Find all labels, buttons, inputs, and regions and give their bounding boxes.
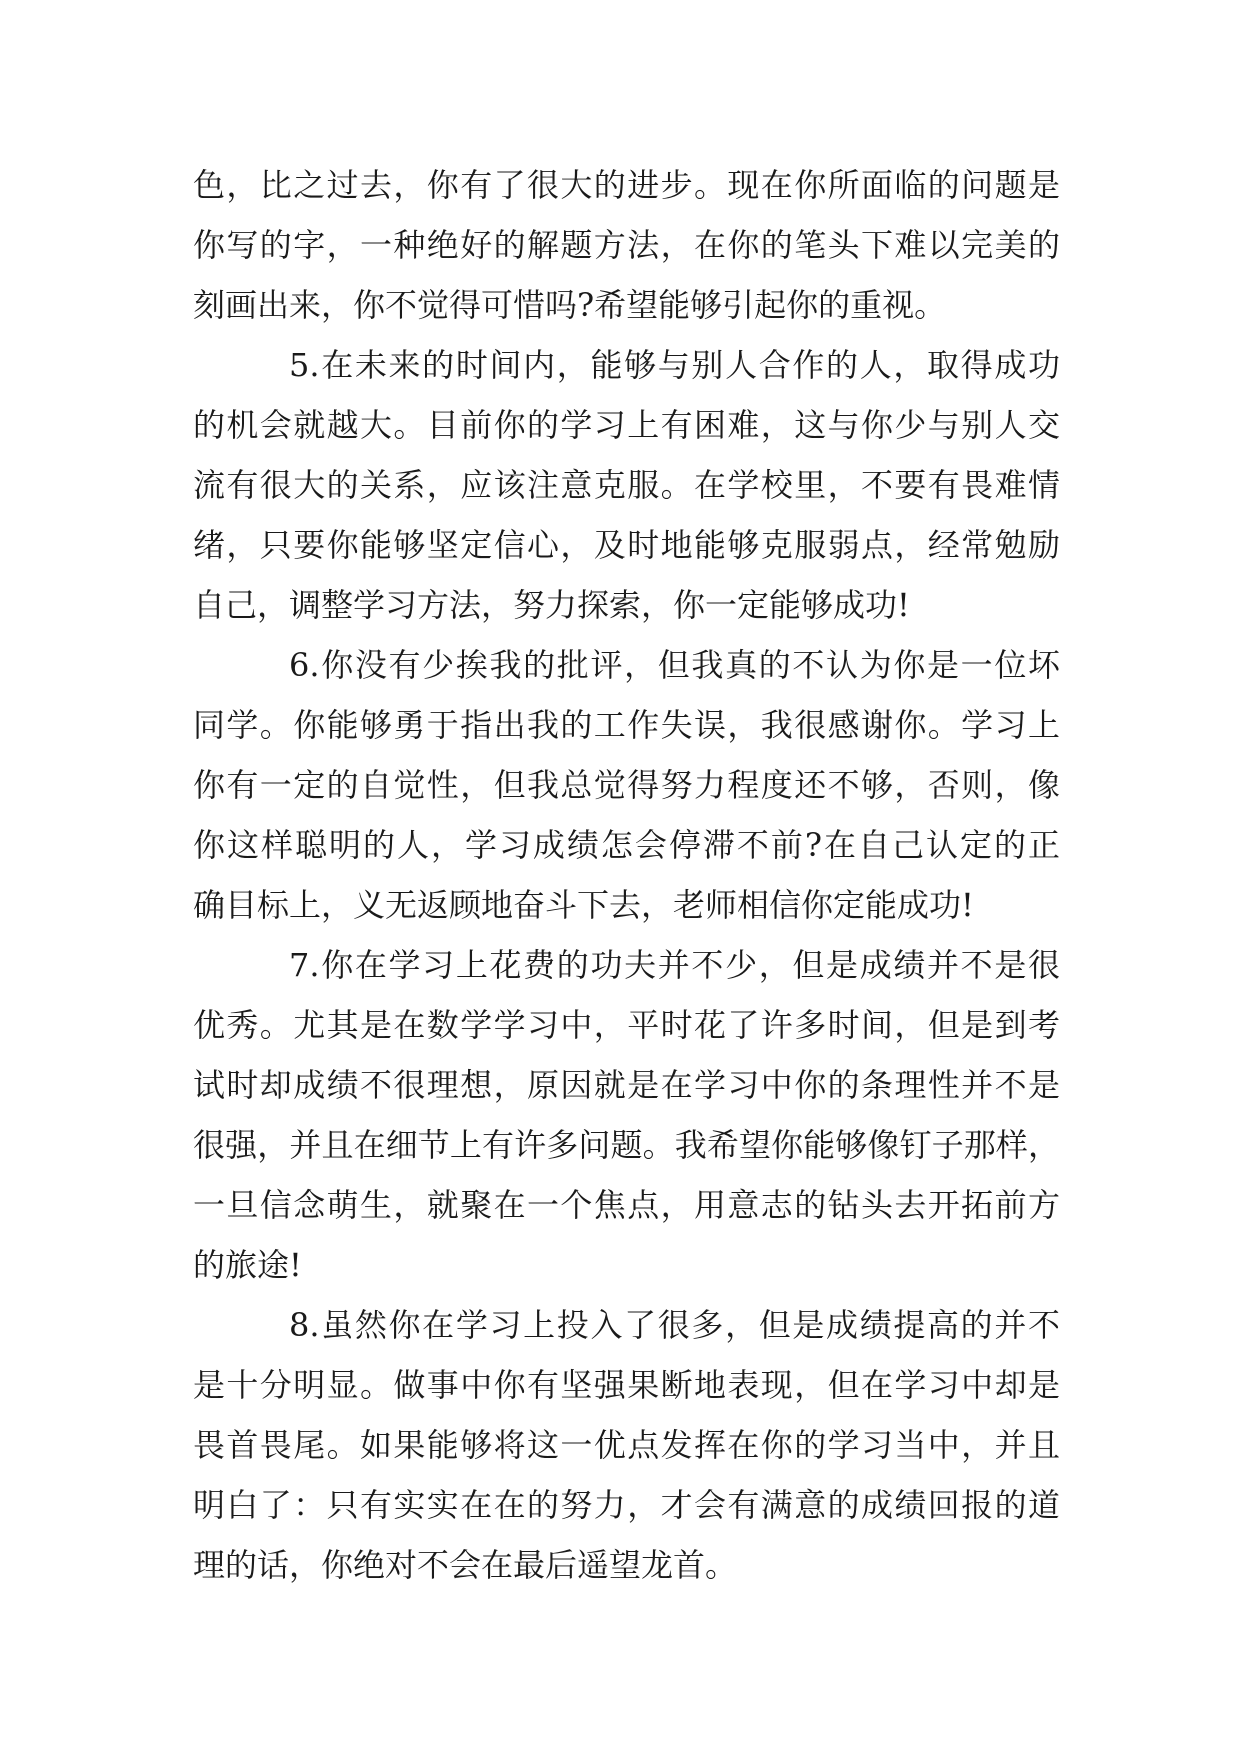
text-line: 你这样聪明的人，学习成绩怎会停滞不前?在自己认定的正: [193, 826, 1060, 864]
text-line: 明白了：只有实实在在的努力，才会有满意的成绩回报的道: [193, 1486, 1060, 1524]
text-line: 确目标上，义无返顾地奋斗下去，老师相信你定能成功!: [193, 886, 974, 924]
paragraph-p5: [193, 335, 1060, 635]
text-line: 的旅途!: [193, 1246, 302, 1284]
text-line: 同学。你能够勇于指出我的工作失误，我很感谢你。学习上: [193, 706, 1060, 744]
document-body: [193, 155, 1060, 1595]
text-line: 一旦信念萌生，就聚在一个焦点，用意志的钻头去开拓前方: [193, 1186, 1060, 1224]
text-line: 试时却成绩不很理想，原因就是在学习中你的条理性并不是: [193, 1066, 1060, 1104]
paragraph-p6: [193, 635, 1060, 935]
text-line: 理的话，你绝对不会在最后遥望龙首。: [193, 1546, 738, 1584]
text-line: 的机会就越大。目前你的学习上有困难，这与你少与别人交: [193, 406, 1060, 444]
text-line: 是十分明显。做事中你有坚强果断地表现，但在学习中却是: [193, 1366, 1060, 1404]
text-line: 5.在未来的时间内，能够与别人合作的人，取得成功: [289, 346, 1060, 384]
text-line: 7.你在学习上花费的功夫并不少，但是成绩并不是很: [289, 946, 1060, 984]
text-line: 色，比之过去，你有了很大的进步。现在你所面临的问题是: [193, 166, 1060, 204]
paragraph-p-cont: [193, 155, 1060, 335]
text-line: 自己，调整学习方法，努力探索，你一定能够成功!: [193, 586, 910, 624]
text-line: 绪，只要你能够坚定信心，及时地能够克服弱点，经常勉励: [193, 526, 1060, 564]
text-line: 8.虽然你在学习上投入了很多，但是成绩提高的并不: [289, 1306, 1060, 1344]
paragraph-p8: [193, 1295, 1060, 1595]
text-line: 流有很大的关系，应该注意克服。在学校里，不要有畏难情: [193, 466, 1060, 504]
text-line: 你写的字，一种绝好的解题方法，在你的笔头下难以完美的: [193, 226, 1060, 264]
text-line: 优秀。尤其是在数学学习中，平时花了许多时间，但是到考: [193, 1006, 1060, 1044]
text-line: 很强，并且在细节上有许多问题。我希望你能够像钉子那样，: [193, 1126, 1060, 1164]
paragraph-p7: [193, 935, 1060, 1295]
text-line: 你有一定的自觉性，但我总觉得努力程度还不够，否则，像: [193, 766, 1060, 804]
text-line: 刻画出来，你不觉得可惜吗?希望能够引起你的重视。: [193, 286, 947, 324]
text-line: 畏首畏尾。如果能够将这一优点发挥在你的学习当中，并且: [193, 1426, 1060, 1464]
text-line: 6.你没有少挨我的批评，但我真的不认为你是一位坏: [289, 646, 1060, 684]
